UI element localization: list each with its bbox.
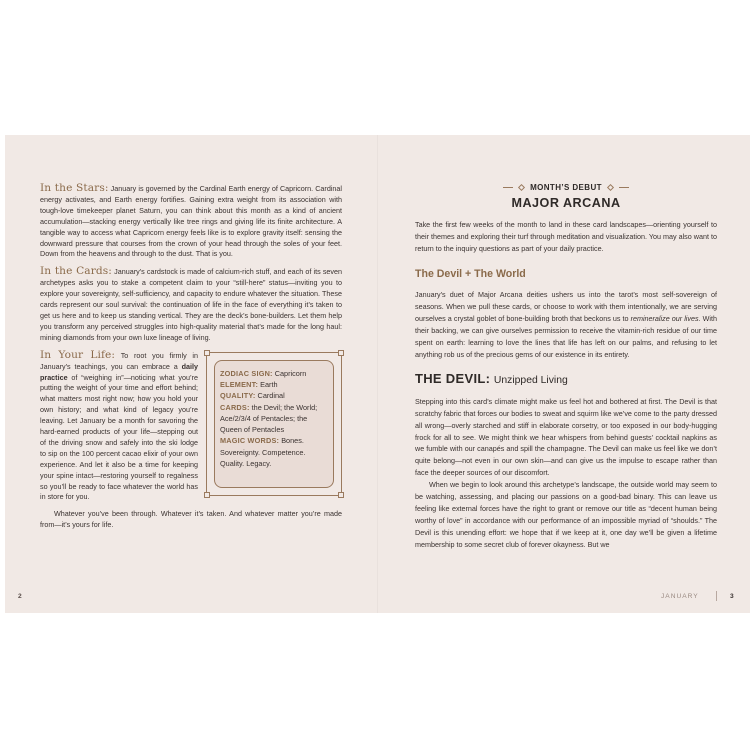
page-number-left: 2 (18, 593, 22, 600)
daily-practice-bold: daily practice (40, 361, 198, 382)
devil-subtitle: Unzipped Living (493, 374, 568, 386)
cards-value: the Devil; the World; Ace/2/3/4 of Pentacles; the Queen of Pentacles (220, 402, 318, 435)
corner-ornament (338, 350, 344, 356)
kicker-row (415, 182, 717, 194)
rule-ornament (619, 187, 629, 188)
folio-divider (716, 591, 717, 601)
cards-label: CARDS: (220, 402, 250, 412)
life-heading: In Your Life: (40, 348, 116, 361)
stars-paragraph (40, 183, 342, 260)
element-value: Earth (260, 379, 278, 389)
devil-paragraph-2: When we begin to look around this archetype’s landscape, the outside world may seem to be watching, assessing, and placing our passions on a good-bad binary. This can leave us feeling like external forces have the right to grant or remove our title as “decent human being worthy of love” in accordance with our performance of an impossible myriad of “shoulds.” The Devil is this unending effort: we hope that if we keep at it, one day we’ll be given a lifetime membership to some secret club of forever okayness. But we (415, 480, 717, 549)
gutter (377, 135, 378, 613)
diamond-icon (607, 184, 614, 191)
corner-ornament (204, 492, 210, 498)
cards-paragraph (40, 266, 342, 343)
box-content (214, 360, 334, 488)
closing-paragraph: Whatever you’ve been through. Whatever it’s taken. And whatever matter you’re made from—it’s yours for life. (40, 509, 342, 530)
life-text-a: To root you firmly in January’s teachings, you can embrace a (40, 350, 198, 371)
devil-title: THE DEVIL: (415, 370, 491, 386)
cards-row (220, 402, 327, 436)
rule-ornament (503, 187, 513, 188)
life-text-b: of “weighing in”—noticing what you’re putting the weight of your time and effort behind; what matters most right now; how you hold your own history; and what kind of legacy you’re leaving. Let January be a month for savoring the hard-earned products of your life—stepping out of the driving snow and safely into the ski lodge to sip on the 100 percent cacao elixir of your own experience. And let it also be a time for keeping your spine intact—restoring yourself to regalness so you’ll be ready to face whatever the world has in store for you. (40, 372, 198, 502)
running-head: JANUARY (661, 593, 699, 600)
quality-label: QUALITY: (220, 391, 256, 401)
stars-text: January is governed by the Cardinal Earth energy of Capricorn. Cardinal energy activates, and Earth energy fortifies. Gaining extra weight from its association with tough-love timekeeper planet Saturn, you can think about this month as a kind of ancient accumulation—stacking energy vertically like tree rings and giving life its finite architecture. A tangible way to access what Capricorn energy feels like is to explore gravity itself: sensing the downward pressure that courses from the crown of your head through the soles of your feet. Down from the heavens and through to the dust. That is you. (40, 184, 343, 259)
section-title: MAJOR ARCANA (511, 195, 621, 210)
duet-text-b: With their backing, we can give ourselves permission to receive the vitamin-rich residue of our time spent on earth: learning to love the lines that life has left on our palms, and refusing to let anything rob us of the precious gems of our existence in its entirety. (415, 314, 718, 359)
devil-heading (415, 370, 717, 387)
diamond-icon (518, 184, 525, 191)
cards-heading: In the Cards: (40, 265, 112, 278)
duet-italic: remineralize our lives. (630, 314, 701, 324)
zodiac-label: ZODIAC SIGN: (220, 368, 273, 378)
corner-ornament (338, 492, 344, 498)
book-spread (5, 135, 750, 613)
page-number-right: 3 (730, 593, 734, 600)
magic-value: Bones. Sovereignty. Competence. Quality. Legacy. (220, 436, 306, 469)
duet-text-a: January’s duet of Major Arcana deities ushers us into the tarot’s most self-sovereign of seasons. When we pull these cards, or choose to work with them intentionally, we are serving ourselves a crystal goblet of bone-building broth that beckons us to (415, 290, 717, 324)
devil-paragraph-1: Stepping into this card’s climate might make us feel hot and bothered at first. The Devil is that scratchy fabric that forces our bodies to sweat and squirm like we’ve come to the party dressed all wrong—overly starched and stiff in elaborate corsetry, or too exposed in our body-hugging frock for all to see. We might think we hear whispers from behind guests’ cocktail napkins as we fumble with our canapés and spill the champagne. The Devil can make us feel like we don’t quite belong—not even in our own skin—and can give us the impulse to escape rather than face the deeper sources of our discomfort. (415, 396, 718, 478)
sub-heading: The Devil + The World (415, 267, 526, 280)
life-paragraph (40, 350, 342, 532)
right-page-body (415, 182, 717, 551)
magic-row (220, 435, 327, 469)
intro-paragraph: Take the first few weeks of the month to land in these card landscapes—orienting yourself to their themes and exploring their turf through meditation and visualization. You may also want to return to the inquiry questions as part of your daily practice. (415, 219, 717, 253)
stars-heading: In the Stars: (40, 182, 109, 194)
magic-label: MAGIC WORDS: (220, 436, 280, 446)
zodiac-row (220, 368, 327, 379)
corner-ornament (204, 350, 210, 356)
cards-text: January’s cardstock is made of calcium-rich stuff, and each of its seven archetypes asks you to stake a competent claim to your “still-here” status—inviting you to explore your sovereignty, self-sufficiency, and capacity to endure whatever the situation. These cards represent our soul survival: the continuation of life in the face of everything it’s taken to get us here and to keep us standing vertical. They are the deck’s bone-builders. Let them help you transform any perceived struggles into high-quality material that’s made for the long haul: mining diamonds from your own luxe lineage of living. (40, 267, 343, 342)
duet-paragraph (415, 289, 717, 360)
kicker: MONTH’S DEBUT (530, 183, 602, 192)
zodiac-value: Capricorn (274, 368, 307, 378)
element-label: ELEMENT: (220, 379, 259, 389)
element-row (220, 379, 327, 390)
left-page-body (40, 183, 342, 531)
quality-value: Cardinal (257, 391, 285, 401)
correspondence-box (206, 352, 342, 496)
quality-row (220, 390, 327, 401)
